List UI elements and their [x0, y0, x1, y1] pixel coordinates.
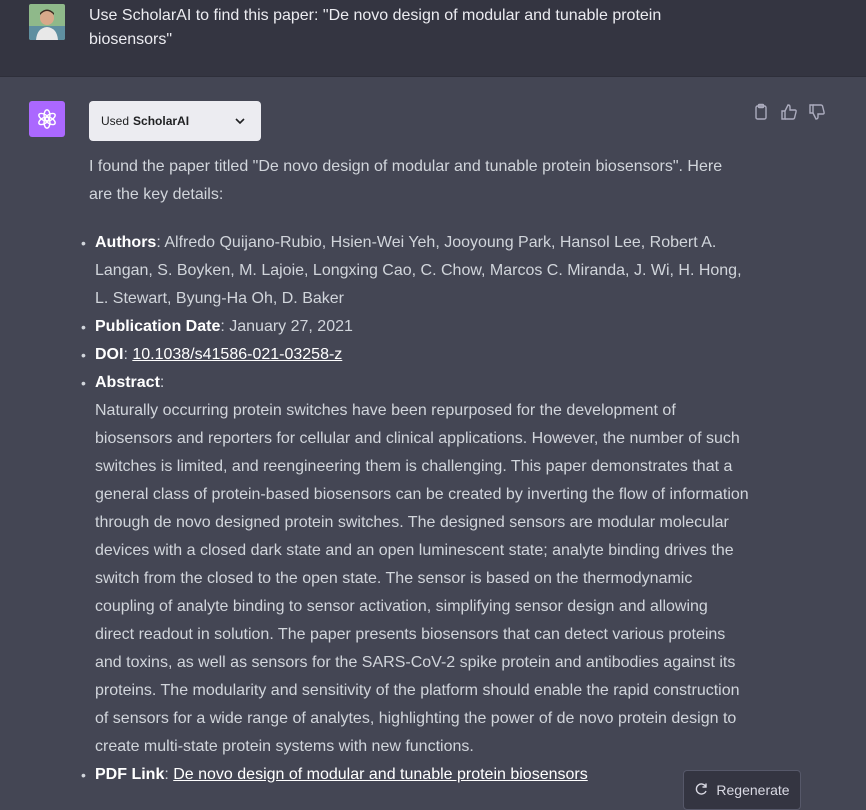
plugin-used-prefix: Used — [101, 114, 130, 128]
authors-label: Authors — [95, 234, 157, 251]
details-list — [89, 229, 749, 789]
authors-value: Alfredo Quijano-Rubio, Hsien-Wei Yeh, Jooyoung Park, Hansol Lee, Robert A. Langan, S. Boyken, M. Lajoie, Longxing Cao, C. Chow, Marcos C. Miranda, J. Wi, H. Hong, L. Stewart, Byung-Ha Oh, D. Baker — [95, 234, 742, 307]
date-value: January 27, 2021 — [229, 318, 353, 335]
user-message-row — [0, 0, 866, 77]
regenerate-label: Regenerate — [716, 782, 790, 798]
clipboard-icon[interactable] — [752, 103, 772, 123]
plugin-name: ScholarAI — [133, 114, 190, 128]
message-actions — [752, 103, 832, 125]
abstract-label: Abstract — [95, 374, 160, 391]
assistant-message-row — [0, 77, 866, 800]
abstract-value: Naturally occurring protein switches have been repurposed for the development of biosensors and reporters for cellular and clinical applications. However, the number of such switches is limited, and reengineering them is challenging. This paper demonstrates that a general class of protein-based biosensors can be created by inverting the flow of information through de novo designed protein switches. The designed sensors are modular molecular devices with a closed dark state and an open luminescent state; analyte binding drives the switch from the closed to the open state. The sensor is based on the thermodynamic coupling of analyte binding to sensor activation, simplifying sensor design and allowing direct readout in solution. The paper presents biosensors that can detect various proteins and toxins, as well as sensors for the SARS-CoV-2 spike protein and antibodies against its proteins. The modularity and sensitivity of the platform should enable the rapid construction of sensors for a wide range of analytes, highlighting the power of de novo protein design to create multi-state protein systems with new functions. — [95, 402, 749, 755]
date-label: Publication Date — [95, 318, 221, 335]
openai-logo-icon — [29, 101, 65, 137]
thumbs-down-icon[interactable] — [808, 103, 828, 123]
regenerate-button[interactable] — [683, 770, 801, 810]
refresh-icon — [694, 782, 708, 799]
list-item-pdf: • PDF Link: De novo design of modular and tunable protein biosensors — [95, 761, 749, 789]
doi-link[interactable]: 10.1038/s41586-021-03258-z — [132, 346, 343, 363]
list-item-doi: • DOI: 10.1038/s41586-021-03258-z — [95, 341, 749, 369]
intro-text: I found the paper titled "De novo design of modular and tunable protein biosensors". Here are the key details: — [89, 158, 723, 203]
list-item-authors: • Authors: Alfredo Quijano-Rubio, Hsien-Wei Yeh, Jooyoung Park, Hansol Lee, Robert A. Langan, S. Boyken, M. Lajoie, Longxing Cao, C. Chow, Marcos C. Miranda, J. Wi, H. Hong, L. Stewart, Byung-Ha Oh, D. Baker — [95, 229, 749, 313]
list-item-abstract: • Abstract: Naturally occurring protein switches have been repurposed for the development of biosensors and reporters for cellular and clinical applications. However, the number of such switches is limited, and reengineering them is challenging. This paper demonstrates that a general class of protein-based biosensors can be created by inverting the flow of information through de novo designed protein switches. The designed sensors are modular molecular devices with a closed dark state and an open luminescent state; analyte binding drives the switch from the closed to the open state. The sensor is based on the thermodynamic coupling of analyte binding to sensor activation, simplifying sensor design and allowing direct readout in solution. The paper presents biosensors that can detect various proteins and toxins, as well as sensors for the SARS-CoV-2 spike protein and antibodies against its proteins. The modularity and sensitivity of the platform should enable the rapid construction of sensors for a wide range of analytes, highlighting the power of de novo protein design to create multi-state protein systems with new functions. — [95, 369, 749, 761]
plugin-used-dropdown[interactable] — [89, 101, 261, 141]
chevron-down-icon — [233, 114, 247, 131]
thumbs-up-icon[interactable] — [780, 103, 800, 123]
assistant-message-body — [89, 153, 749, 789]
pdf-link[interactable]: De novo design of modular and tunable protein biosensors — [173, 766, 588, 783]
pdf-label: PDF Link — [95, 766, 165, 783]
user-avatar — [29, 4, 65, 40]
user-message-text: Use ScholarAI to find this paper: "De novo design of modular and tunable protein biosensors" — [89, 7, 662, 48]
list-item-date: • Publication Date: January 27, 2021 — [95, 313, 749, 341]
doi-label: DOI — [95, 346, 124, 363]
